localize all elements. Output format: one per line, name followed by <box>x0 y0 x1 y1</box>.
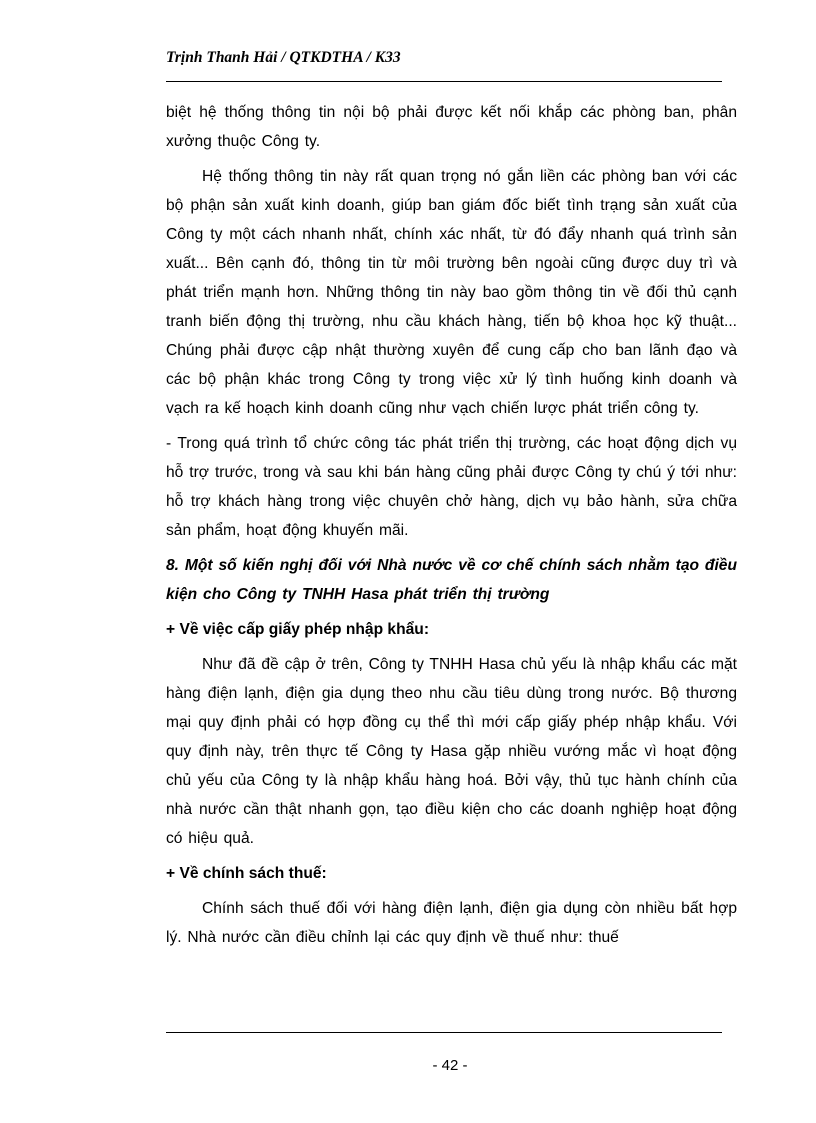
subheading-tax-policy: + Về chính sách thuế: <box>166 865 327 882</box>
header-title: Trịnh Thanh Hải / QTKDTHA / K33 <box>166 49 401 66</box>
paragraph-import-license: Như đã đề cập ở trên, Công ty TNHH Hasa chủ yếu là nhập khẩu các mặt hàng điện lạnh, điện gia dụng theo nhu cầu tiêu dùng trong nước. Bộ thương mại quy định phải có hợp đồng cụ thể thì mới cấp giấy phép nhập khẩu. Với quy định này, trên thực tế Công ty Hasa gặp nhiều vướng mắc vì hoạt động chủ yếu của Công ty là nhập khẩu hàng hoá. Bởi vậy, thủ tục hành chính của nhà nước cần thật nhanh gọn, tạo điều kiện cho các doanh nghiệp hoạt động có hiệu quả. <box>166 656 737 847</box>
body-text <box>166 98 737 952</box>
subheading-import-license: + Về việc cấp giấy phép nhập khẩu: <box>166 621 430 638</box>
paragraph-continuation: biệt hệ thống thông tin nội bộ phải được kết nối khắp các phòng ban, phân xưởng thuộc Công ty. <box>166 104 737 150</box>
paragraph-information-system: Hệ thống thông tin này rất quan trọng nó gắn liền các phòng ban với các bộ phận sản xuất kinh doanh, giúp ban giám đốc biết tình trạng sản xuất của Công ty một cách nhanh nhất, chính xác nhất, từ đó đẩy nhanh quá trình sản xuất... Bên cạnh đó, thông tin từ môi trường bên ngoài cũng được duy trì và phát triển mạnh hơn. Những thông tin này bao gồm thông tin về đối thủ cạnh tranh biến động thị trường, nhu cầu khách hàng, tiến bộ khoa học kỹ thuật... Chúng phải được cập nhật thường xuyên để cung cấp cho ban lãnh đạo và các bộ phận khác trong Công ty trong việc xử lý tình huống kinh doanh và vạch ra kế hoạch kinh doanh cũng như vạch chiến lược phát triển công ty. <box>166 168 737 417</box>
header-rule <box>166 81 722 82</box>
section-heading-8: 8. Một số kiến nghị đối với Nhà nước về cơ chế chính sách nhằm tạo điều kiện cho Công ty TNHH Hasa phát triển thị trường <box>166 557 737 603</box>
page-number: - 42 - <box>432 1057 468 1074</box>
paragraph-tax-policy: Chính sách thuế đối với hàng điện lạnh, điện gia dụng còn nhiều bất hợp lý. Nhà nước cần điều chỉnh lại các quy định về thuế như: thuế <box>166 900 737 946</box>
paragraph-market-development: - Trong quá trình tổ chức công tác phát triển thị trường, các hoạt động dịch vụ hỗ trợ trước, trong và sau khi bán hàng cũng phải được Công ty chú ý tới như: hỗ trợ khách hàng trong việc chuyên chở hàng, dịch vụ bảo hành, sửa chữa sản phẩm, hoạt động khuyến mãi. <box>166 435 737 539</box>
footer-rule <box>166 1032 722 1033</box>
